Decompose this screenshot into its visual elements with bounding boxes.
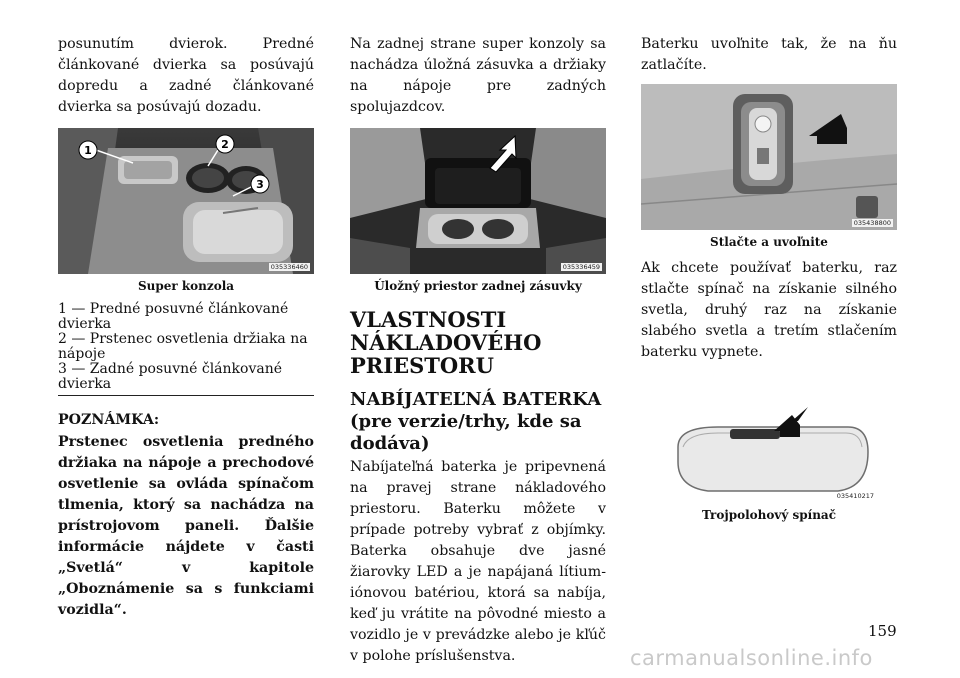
subsection-title: NABÍJATEĽNÁ BATERKA (pre verzie/trhy, kde sa dodáva) [350,389,602,454]
watermark-text: carmanualsonline.info [630,646,873,670]
intro-paragraph: posunutím dvierok. Predné článkované dvierka sa posúvajú dopredu a zadné článkované dvierka sa posúvajú dozadu. [58,36,314,115]
note-title: POZNÁMKA: [58,412,160,428]
figure-code: 035410217 [836,492,874,500]
section-title: VLASTNOSTI NÁKLADOVÉHO PRIESTORU [350,307,542,378]
legend-item: 3 — Zadné posuvné článkované dvierka [58,361,282,392]
figure-legend [58,302,314,396]
svg-text:3: 3 [256,178,264,191]
figure-caption: Úložný priestor zadnej zásuvky [374,279,582,293]
legend-item: 1 — Predné posuvné článkované dvierka [58,301,289,332]
rear-drawer-photo [350,128,606,274]
rear-drawer-illustration [350,128,606,274]
flashlight-illustration [641,84,897,230]
column-1 [58,34,314,621]
body-paragraph: Nabíjateľná baterka je pripevnená na pravej strane nákladového priestoru. Baterku môžete v prípade potreby vybrať z objímky. Baterka obsahuje dve jasné žiarovky LED a je napájaná lítium-iónovou batériou, ktorá sa nabíja, keď ju vrátite na pôvodné miesto a vozidlo je v prevádzke alebo je kľúč v polohe príslušenstva. [350,459,606,664]
flashlight-photo [641,84,897,230]
intro-paragraph: Baterku uvoľnite tak, že na ňu zatlačíte. [641,36,897,73]
figure-code: 035336460 [270,263,308,271]
column-2 [350,34,606,667]
figure-caption: Stlačte a uvoľnite [710,235,828,249]
intro-paragraph: Na zadnej strane super konzoly sa nachádza úložná zásuvka a držiaky na nápoje pre zadných spolujazdcov. [350,36,606,115]
flashlight-switch-illustration [658,407,880,503]
body-paragraph: Ak chcete používať baterku, raz stlačte spínač na získanie silného svetla, druhý raz na získanie slabého svetla a tretím stlačením baterku vypnete. [641,260,897,360]
note-text: Prstenec osvetlenia predného držiaka na nápoje a prechodové osvetlenie sa ovláda spínačom tlmenia, ktorý sa nachádza na prístrojovom paneli. Ďalšie informácie nájdete v časti „Svetlá“ v kapitole „Oboznámenie sa s funkciami vozidla“. [58,434,314,618]
figure-code: 035438800 [853,219,891,227]
legend-item: 2 — Prstenec osvetlenia držiaka na nápoje [58,331,308,362]
figure-code: 035336459 [562,263,600,271]
switch-photo [658,407,880,503]
svg-text:2: 2 [221,138,229,151]
page-number: 159 [868,622,897,640]
figure-caption: Trojpolohový spínač [701,508,837,522]
super-console-photo [58,128,314,274]
svg-text:1: 1 [84,144,92,157]
figure-caption: Super konzola [137,279,235,293]
super-console-illustration [58,128,314,274]
column-3 [641,34,897,523]
